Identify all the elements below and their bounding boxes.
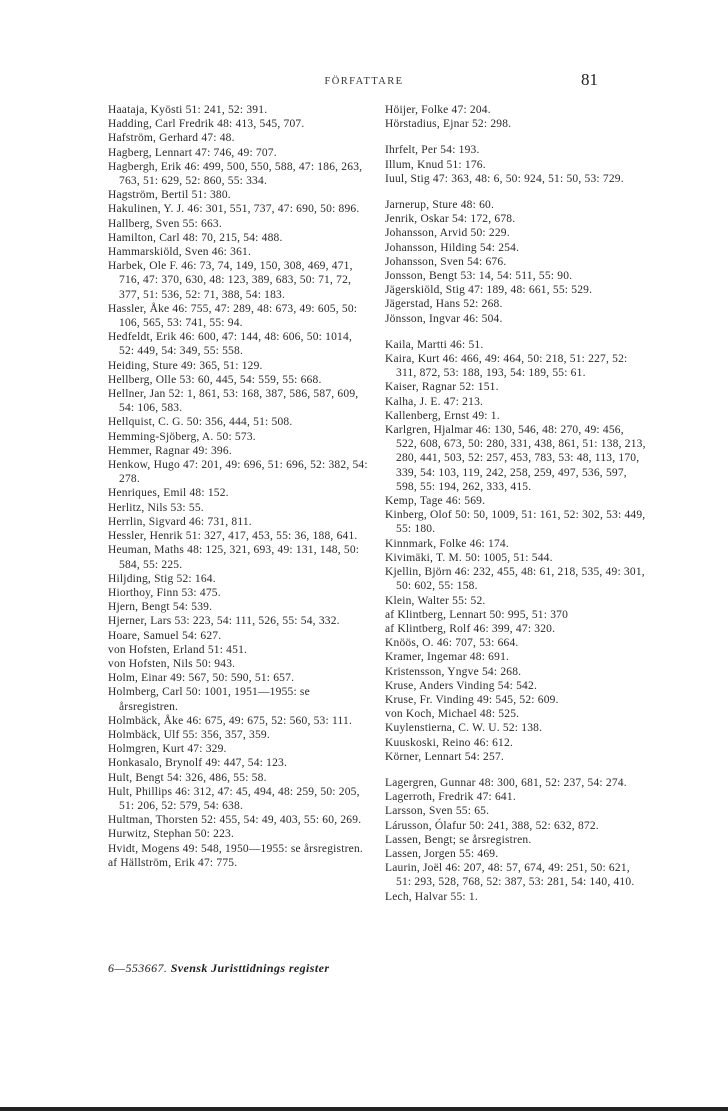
index-entry: Karlgren, Hjalmar 46: 130, 546, 48: 270, 49: 456, 522, 608, 673, 50: 280, 331, 438, 861, 51: 138, 213, 280, 441, 503, 52: 257, 453, 783, 53: 48, 113, 170, 339, 54: 103, 119, 242, 258, 259, 497, 536, 597, 598, 55: 194, 262, 333, 415. bbox=[385, 424, 646, 493]
index-entry: Kaira, Kurt 46: 466, 49: 464, 50: 218, 51: 227, 52: 311, 872, 53: 188, 193, 54: 189, 55: 61. bbox=[385, 353, 628, 380]
index-entry: Kramer, Ingemar 48: 691. bbox=[385, 651, 510, 664]
index-entry: Kalha, J. E. 47: 213. bbox=[385, 395, 484, 408]
index-entry: Hiorthoy, Finn 53: 475. bbox=[108, 586, 221, 599]
index-entry: Herrlin, Sigvard 46: 731, 811. bbox=[108, 515, 252, 528]
index-entry: Holmberg, Carl 50: 1001, 1951—1955: se årsregistren. bbox=[108, 686, 310, 713]
index-entry: Hallberg, Sven 55: 663. bbox=[108, 217, 222, 230]
index-entry: af Hällström, Erik 47: 775. bbox=[108, 856, 238, 869]
signature-number: 6—553667. bbox=[108, 961, 168, 975]
index-entry: von Koch, Michael 48: 525. bbox=[385, 708, 520, 721]
index-entry: Holm, Einar 49: 567, 50: 590, 51: 657. bbox=[108, 672, 295, 685]
index-entry: Hjern, Bengt 54: 539. bbox=[108, 601, 213, 614]
index-entry: Hörstadius, Ejnar 52: 298. bbox=[385, 118, 512, 131]
index-entry: Heuman, Maths 48: 125, 321, 693, 49: 131, 148, 50: 584, 55: 225. bbox=[108, 544, 360, 571]
index-entry: Jarnerup, Sture 48: 60. bbox=[385, 199, 495, 212]
index-entry: Lech, Halvar 55: 1. bbox=[385, 890, 478, 903]
index-entry: Kinberg, Olof 50: 50, 1009, 51: 161, 52: 302, 53: 449, 55: 180. bbox=[385, 509, 646, 536]
index-entry: Hiljding, Stig 52: 164. bbox=[108, 572, 216, 585]
index-entry: Jonsson, Bengt 53: 14, 54: 511, 55: 90. bbox=[385, 270, 573, 283]
index-entry: Henriques, Emil 48: 152. bbox=[108, 487, 229, 500]
index-entry: Knöös, O. 46: 707, 53: 664. bbox=[385, 637, 519, 650]
index-entry: Hamilton, Carl 48: 70, 215, 54: 488. bbox=[108, 231, 283, 244]
index-entry: Hessler, Henrik 51: 327, 417, 453, 55: 36, 188, 641. bbox=[108, 530, 358, 543]
index-entry: Hoare, Samuel 54: 627. bbox=[108, 629, 222, 642]
index-entry: Honkasalo, Brynolf 49: 447, 54: 123. bbox=[108, 757, 288, 770]
index-entry: Hellquist, C. G. 50: 356, 444, 51: 508. bbox=[108, 416, 293, 429]
index-entry: af Klintberg, Rolf 46: 399, 47: 320. bbox=[385, 622, 556, 635]
index-entry: Kemp, Tage 46: 569. bbox=[385, 495, 486, 508]
index-entry: Hakulinen, Y. J. 46: 301, 551, 737, 47: 690, 50: 896. bbox=[108, 203, 360, 216]
index-entry: Lassen, Jorgen 55: 469. bbox=[385, 847, 499, 860]
index-entry: Kallenberg, Ernst 49: 1. bbox=[385, 409, 500, 422]
index-entry: af Klintberg, Lennart 50: 995, 51: 370 bbox=[385, 608, 569, 621]
index-entry: Hellberg, Olle 53: 60, 445, 54: 559, 55: 668. bbox=[108, 373, 322, 386]
footer-signature bbox=[108, 961, 329, 976]
index-entry: Kruse, Fr. Vinding 49: 545, 52: 609. bbox=[385, 693, 559, 706]
page-number: 81 bbox=[581, 70, 598, 89]
index-entry: Lagergren, Gunnar 48: 300, 681, 52: 237, 54: 274. bbox=[385, 776, 627, 789]
index-entry: Hammarskiöld, Sven 46: 361. bbox=[108, 246, 252, 259]
index-entry: Lárusson, Ólafur 50: 241, 388, 52: 632, 872. bbox=[385, 819, 599, 832]
index-entry: Kruse, Anders Vinding 54: 542. bbox=[385, 679, 538, 692]
index-entry: Kivimäki, T. M. 50: 1005, 51: 544. bbox=[385, 551, 553, 564]
index-entry: Larsson, Sven 55: 65. bbox=[385, 805, 490, 818]
register-title: Svensk Juristtidnings register bbox=[170, 961, 330, 975]
index-entry: Heiding, Sture 49: 365, 51: 129. bbox=[108, 359, 263, 372]
index-entry: Kaiser, Ragnar 52: 151. bbox=[385, 381, 499, 394]
index-entry: Kjellin, Björn 46: 232, 455, 48: 61, 218, 535, 49: 301, 50: 602, 55: 158. bbox=[385, 566, 645, 593]
index-entry: Jägerskiöld, Stig 47: 189, 48: 661, 55: 529. bbox=[385, 284, 593, 297]
index-entry: Klein, Walter 55: 52. bbox=[385, 594, 486, 607]
index-entry: Haataja, Kyösti 51: 241, 52: 391. bbox=[108, 104, 268, 116]
index-entry: von Hofsten, Erland 51: 451. bbox=[108, 643, 248, 656]
right-column bbox=[385, 103, 647, 904]
index-entry: Hvidt, Mogens 49: 548, 1950—1955: se årsregistren. bbox=[108, 842, 363, 855]
index-entry: Holmbäck, Åke 46: 675, 49: 675, 52: 560, 53: 111. bbox=[108, 714, 353, 727]
index-entry: Kaila, Martti 46: 51. bbox=[385, 338, 484, 351]
index-entry: von Hofsten, Nils 50: 943. bbox=[108, 657, 236, 670]
index-entry: Hedfeldt, Erik 46: 600, 47: 144, 48: 606, 50: 1014, 52: 449, 54: 349, 55: 558. bbox=[108, 331, 353, 358]
index-entry: Höijer, Folke 47: 204. bbox=[385, 104, 491, 116]
index-entry: Lagerroth, Fredrik 47: 641. bbox=[385, 791, 516, 804]
index-entry: Hassler, Åke 46: 755, 47: 289, 48: 673, 49: 605, 50: 106, 565, 53: 741, 55: 94. bbox=[108, 302, 358, 330]
index-entry: Jägerstad, Hans 52: 268. bbox=[385, 298, 503, 311]
index-entry: Hurwitz, Stephan 50: 223. bbox=[108, 828, 235, 841]
index-entry: Henkow, Hugo 47: 201, 49: 696, 51: 696, 52: 382, 54: 278. bbox=[108, 459, 368, 486]
left-column bbox=[108, 103, 368, 870]
index-entry: Harbek, Ole F. 46: 73, 74, 149, 150, 308, 469, 471, 716, 47: 370, 630, 48: 123, 389, 683, 50: 71, 72, 377, 51: 536, 52: 71, 388, 54: 183. bbox=[108, 260, 353, 301]
index-entry: Holmbäck, Ulf 55: 356, 357, 359. bbox=[108, 728, 270, 741]
index-entry: Ihrfelt, Per 54: 193. bbox=[385, 144, 480, 157]
index-entry: Jönsson, Ingvar 46: 504. bbox=[385, 312, 503, 325]
running-header: FÖRFATTARE bbox=[324, 76, 404, 87]
index-entry: Johansson, Hilding 54: 254. bbox=[385, 241, 520, 254]
index-entry: Hjerner, Lars 53: 223, 54: 111, 526, 55: 54, 332. bbox=[108, 615, 340, 628]
index-entry: Hultman, Thorsten 52: 455, 54: 49, 403, 55: 60, 269. bbox=[108, 814, 362, 827]
index-entry: Hagberg, Lennart 47: 746, 49: 707. bbox=[108, 146, 277, 159]
index-entry: Illum, Knud 51: 176. bbox=[385, 158, 486, 171]
index-entry: Jenrik, Oskar 54: 172, 678. bbox=[385, 213, 516, 226]
index-entry: Hemmer, Ragnar 49: 396. bbox=[108, 444, 232, 457]
index-entry: Hult, Bengt 54: 326, 486, 55: 58. bbox=[108, 771, 267, 784]
index-entry: Kristensson, Yngve 54: 268. bbox=[385, 665, 522, 678]
bottom-border bbox=[0, 1107, 728, 1111]
index-entry: Hafström, Gerhard 47: 48. bbox=[108, 132, 235, 145]
index-entry: Johansson, Sven 54: 676. bbox=[385, 255, 507, 268]
index-entry: Körner, Lennart 54: 257. bbox=[385, 750, 504, 763]
index-entry: Johansson, Arvid 50: 229. bbox=[385, 227, 510, 240]
index-entry: Iuul, Stig 47: 363, 48: 6, 50: 924, 51: 50, 53: 729. bbox=[385, 172, 624, 185]
index-entry: Hult, Phillips 46: 312, 47: 45, 494, 48: 259, 50: 205, 51: 206, 52: 579, 54: 638. bbox=[108, 785, 360, 812]
index-entry: Laurin, Joël 46: 207, 48: 57, 674, 49: 251, 50: 621, 51: 293, 528, 768, 52: 387, 53: 281, 54: 140, 410. bbox=[385, 862, 635, 889]
index-entry: Hagbergh, Erik 46: 499, 500, 550, 588, 47: 186, 263, 763, 51: 629, 52: 860, 55: 334. bbox=[108, 160, 363, 188]
index-entry: Holmgren, Kurt 47: 329. bbox=[108, 743, 227, 756]
index-entry: Herlitz, Nils 53: 55. bbox=[108, 501, 204, 514]
index-entry: Hadding, Carl Fredrik 48: 413, 545, 707. bbox=[108, 118, 305, 131]
index-entry: Hellner, Jan 52: 1, 861, 53: 168, 387, 586, 587, 609, 54: 106, 583. bbox=[108, 388, 359, 415]
index-entry: Kuylenstierna, C. W. U. 52: 138. bbox=[385, 722, 543, 735]
index-entry: Kuuskoski, Reino 46: 612. bbox=[385, 736, 513, 749]
index-entry: Lassen, Bengt; se årsregistren. bbox=[385, 833, 532, 846]
index-entry: Kinnmark, Folke 46: 174. bbox=[385, 537, 509, 550]
index-entry: Hemming-Sjöberg, A. 50: 573. bbox=[108, 430, 256, 443]
index-entry: Hagström, Bertil 51: 380. bbox=[108, 189, 231, 202]
